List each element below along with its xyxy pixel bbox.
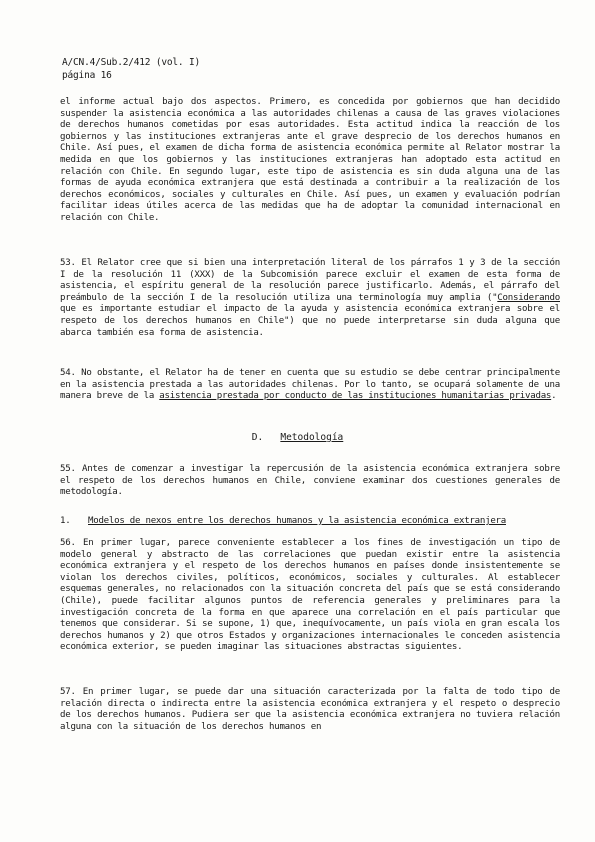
paragraph-54 <box>60 368 560 403</box>
document-reference: A/CN.4/Sub.2/412 (vol. I) <box>62 57 200 68</box>
paragraph-text: el informe actual bajo dos aspectos. Primero, es concedida por gobiernos que han decidido suspender la asistencia económica a las autoridades chilenas a causa de las graves violaciones de derechos humanos cometidas por esas autoridades. Esta actitud indica la reacción de los gobiernos y las instituciones extranjeras ante el grave desprecio de los derechos humanos en Chile. Así pues, el examen de dicha forma de asistencia económica permite al Relator mostrar la medida en que los gobiernos y las instituciones extranjeras han adoptado esta actitud en relación con Chile. En segundo lugar, este tipo de asistencia es sin duda alguna una de las formas de ayuda económica extranjera que está destinada a contribuir a la realización de los derechos económicos, sociales y culturales en Chile. Así pues, un examen y evaluación podrían facilitar ideas útiles acerca de las medidas que ha de adoptar la comunidad internacional en relación con Chile. <box>60 97 560 223</box>
page-number: página 16 <box>62 70 112 81</box>
paragraph-57 <box>60 687 560 733</box>
paragraph-text: 56. En primer lugar, parece conveniente establecer a los fines de investigación un tipo de modelo general y abstracto de las correlaciones que puedan existir entre la asistencia económica extranjera y el respeto de los derechos humanos en países donde insistentemente se violan los derechos civiles, políticos, económicos, sociales y culturales. Al establecer esquemas generales, no relacionados con la situación concreta del país que se está considerando (Chile), puede facilitar algunos puntos de referencia generales y preliminares para la investigación concreta de la forma en que aparece una correlación en el país particular que tenemos que considerar. Si se supone, 1) que, inequívocamente, un país viola en gran escala los derechos humanos y 2) que otros Estados y organizaciones internacionales le conceden asistencia económica exterior, se pueden imaginar las situaciones abstractas siguientes. <box>60 538 560 653</box>
subsection-title: Modelos de nexos entre los derechos humanos y la asistencia económica extranjera <box>88 516 506 526</box>
paragraph-text: 55. Antes de comenzar a investigar la repercusión de la asistencia económica extranjera sobre el respeto de los derechos humanos en Chile, conviene examinar dos cuestiones generales de metodología. <box>60 464 560 498</box>
paragraph-56 <box>60 538 560 654</box>
paragraph-55 <box>60 464 560 499</box>
paragraph-text: . <box>551 391 557 402</box>
paragraph-continuation <box>60 97 560 225</box>
underlined-term: Considerando <box>497 292 560 303</box>
section-number: D. <box>251 432 264 443</box>
section-title: Metodología <box>280 432 344 443</box>
underlined-phrase: asistencia prestada por conducto de las instituciones humanitarias privadas <box>159 391 552 402</box>
paragraph-text: 53. El Relator cree que si bien una interpretación literal de los párrafos 1 y 3 de la sección I de la resolución 11 (XXX) de la Subcomisión parece excluir el examen de esta forma de asistencia, el espíritu general de la resolución parece justificarlo. Además, el párrafo del preámbulo de la sección I de la resolución utiliza una terminología muy amplia (" <box>60 258 560 303</box>
paragraph-text: 57. En primer lugar, se puede dar una situación caracterizada por la falta de todo tipo de relación directa o indirecta entre la asistencia económica extranjera y el respeto o desprecio de los derechos humanos. Pudiera ser que la asistencia económica extranjera no tuviera relación alguna con la situación de los derechos humanos en <box>60 687 560 732</box>
section-heading <box>0 432 595 443</box>
subsection-heading <box>60 516 565 526</box>
paragraph-text: 54. No obstante, el Relator ha de tener en cuenta que su estudio se debe centrar principalmente en la asistencia prestada a las autoridades chilenas. Por lo tanto, se ocupará solamente de una manera breve de la <box>60 368 560 402</box>
paragraph-53 <box>60 258 560 339</box>
document-header <box>62 56 200 82</box>
subsection-number: 1. <box>60 516 71 526</box>
paragraph-text: que es importante estudiar el impacto de la ayuda y asistencia económica extranjera sobre el respeto de los derechos humanos en Chile") que no puede interpretarse sin duda alguna que abarca también esa forma de asistencia. <box>60 304 560 338</box>
